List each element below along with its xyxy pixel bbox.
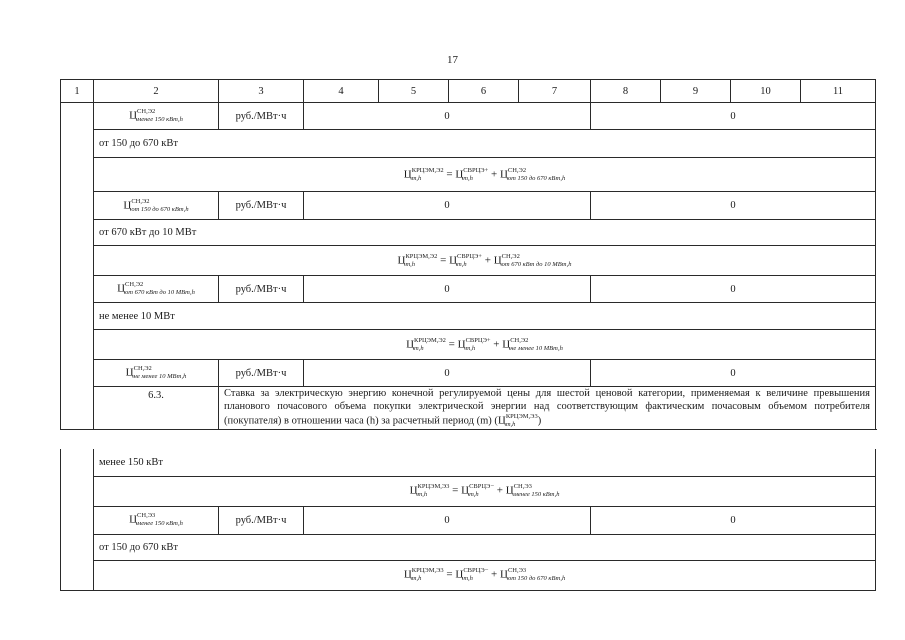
value-cell: 0 (591, 103, 876, 130)
range-label: от 150 до 670 кВт (94, 534, 876, 560)
range-label: от 670 кВт до 10 МВт (94, 220, 876, 246)
value-cell: 0 (591, 506, 876, 534)
col-header: 5 (379, 80, 449, 103)
section-row (61, 387, 876, 430)
col-header: 11 (801, 80, 876, 103)
value-row (61, 192, 876, 220)
range-row (61, 449, 876, 476)
range-label: менее 150 кВт (94, 449, 876, 476)
range-label: от 150 до 670 кВт (94, 130, 876, 158)
value-row (61, 506, 876, 534)
formula: ЦКРЦЭМ,Э2 m,h = ЦСВРЦЭ+ m,h + ЦСН,Э2 от 670 кВт до 10 МВт,h (94, 246, 876, 276)
unit-cell: руб./МВт·ч (219, 192, 304, 220)
tariff-table (60, 79, 876, 430)
page-number: 17 (447, 54, 458, 66)
symbol-cell: ЦСН,Э2 менее 150 кВт,h (94, 103, 219, 130)
formula-row (61, 158, 876, 192)
section-number-cell (61, 103, 94, 430)
range-row (61, 220, 876, 246)
symbol-cell: ЦСН,Э2 от 150 до 670 кВт,h (94, 192, 219, 220)
col-header: 6 (449, 80, 519, 103)
col-header: 1 (61, 80, 94, 103)
unit-cell: руб./МВт·ч (219, 360, 304, 387)
col-header: 9 (661, 80, 731, 103)
unit-cell: руб./МВт·ч (219, 506, 304, 534)
value-cell: 0 (304, 192, 591, 220)
formula-row (61, 476, 876, 506)
symbol-cell: ЦСН,Э2 от 670 кВт до 10 МВт,h (94, 276, 219, 303)
section-number-cell (61, 449, 94, 590)
range-row (61, 534, 876, 560)
formula: ЦКРЦЭМ,Э2 m,h = ЦСВРЦЭ+ m,h + ЦСН,Э2 не менее 10 МВт,h (94, 330, 876, 360)
value-cell: 0 (304, 103, 591, 130)
col-header: 4 (304, 80, 379, 103)
value-cell: 0 (591, 192, 876, 220)
formula: ЦКРЦЭМ,Э2 m,h = ЦСВРЦЭ+ m,h + ЦСН,Э2 от 150 до 670 кВт,h (94, 158, 876, 192)
formula-row (61, 246, 876, 276)
section-description: Ставка за электрическую энергию конечной регулируемой цены для шестой ценовой категории, применяемая к величине превышения планового почасового объема покупки электрической энергии над соответствующим фактическим почасовым объемом потребителя (покупателя) в отношении часа (h) за расчетный период (m) (ЦКРЦЭМ,Э3 m,h ) (219, 387, 876, 430)
col-header: 8 (591, 80, 661, 103)
value-cell: 0 (591, 360, 876, 387)
formula-row (61, 560, 876, 590)
symbol-cell: ЦСН,Э2 не менее 10 МВт,h (94, 360, 219, 387)
value-cell: 0 (304, 360, 591, 387)
range-row (61, 303, 876, 330)
formula: ЦКРЦЭМ,Э3 m,h = ЦСВРЦЭ− m,h + ЦСН,Э3 менее 150 кВт,h (94, 476, 876, 506)
formula-row (61, 330, 876, 360)
unit-cell: руб./МВт·ч (219, 103, 304, 130)
value-row (61, 103, 876, 130)
unit-cell: руб./МВт·ч (219, 276, 304, 303)
value-row (61, 360, 876, 387)
col-header: 3 (219, 80, 304, 103)
col-header: 10 (731, 80, 801, 103)
tariff-table-cont (60, 449, 876, 591)
section-number: 6.3. (94, 387, 219, 430)
range-row (61, 130, 876, 158)
value-cell: 0 (304, 506, 591, 534)
value-cell: 0 (304, 276, 591, 303)
col-header: 2 (94, 80, 219, 103)
range-label: не менее 10 МВт (94, 303, 876, 330)
header-row (61, 80, 876, 103)
symbol-cell: ЦСН,Э3 менее 150 кВт,h (94, 506, 219, 534)
col-header: 7 (519, 80, 591, 103)
value-row (61, 276, 876, 303)
formula: ЦКРЦЭМ,Э3 m,h = ЦСВРЦЭ− m,h + ЦСН,Э3 от 150 до 670 кВт,h (94, 560, 876, 590)
value-cell: 0 (591, 276, 876, 303)
